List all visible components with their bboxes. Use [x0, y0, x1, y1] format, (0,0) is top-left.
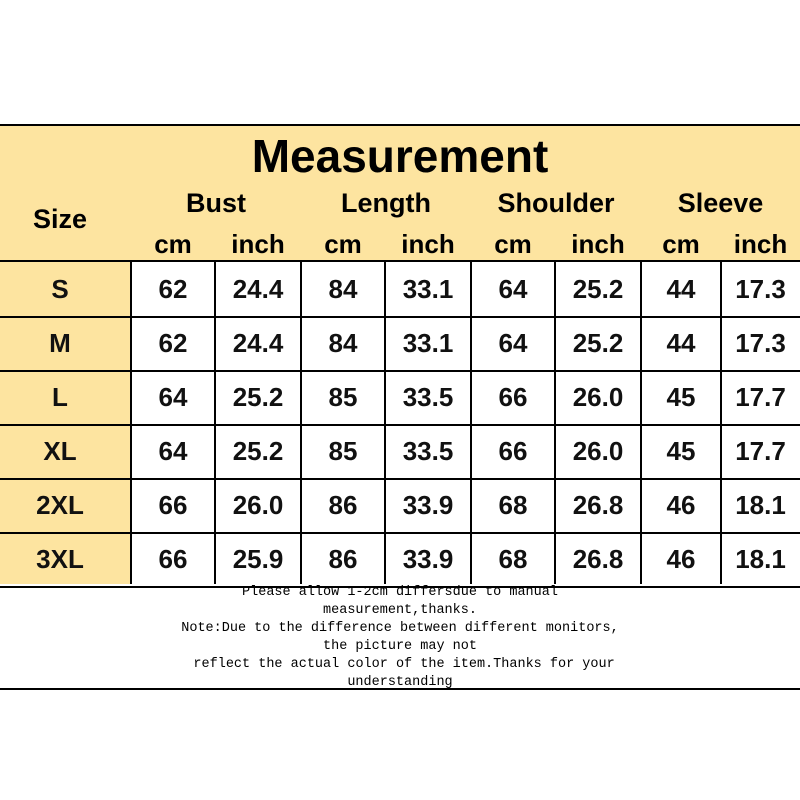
length-header: Length: [341, 188, 431, 218]
divider: [470, 262, 472, 584]
value-cell: 17.3: [735, 274, 786, 304]
value-cell: 33.1: [402, 328, 454, 358]
chart-header: [0, 126, 800, 262]
divider: [640, 262, 642, 584]
bust-cm-header: cm: [154, 229, 192, 259]
value-cell: 64: [498, 328, 528, 358]
sleeve-cm-header: cm: [662, 229, 700, 259]
shoulder-inch-header: inch: [571, 229, 625, 259]
note-line: the picture may not: [323, 639, 477, 654]
size-cell: 3XL: [36, 544, 84, 574]
value-cell: 24.4: [232, 274, 284, 304]
value-cell: 33.5: [402, 436, 454, 466]
value-cell: 25.9: [232, 544, 284, 574]
value-cell: 25.2: [232, 436, 284, 466]
value-cell: 33.5: [402, 382, 454, 412]
note-line: measurement,thanks.: [323, 603, 477, 618]
length-inch-header: inch: [401, 229, 455, 259]
shoulder-cm-header: cm: [494, 229, 532, 259]
divider: [300, 262, 302, 584]
value-cell: 68: [498, 490, 528, 520]
measurement-notes: [0, 584, 800, 690]
value-cell: 33.1: [402, 274, 454, 304]
divider: [214, 262, 216, 584]
value-cell: 84: [328, 328, 358, 358]
table-row: [0, 316, 800, 372]
value-cell: 26.8: [572, 490, 624, 520]
value-cell: 25.2: [572, 328, 624, 358]
value-cell: 33.9: [402, 544, 454, 574]
value-cell: 85: [328, 382, 358, 412]
value-cell: 46: [666, 490, 696, 520]
size-cell: M: [49, 328, 71, 358]
chart-title: Measurement: [251, 130, 549, 182]
value-cell: 84: [328, 274, 358, 304]
size-cell: L: [52, 382, 68, 412]
value-cell: 25.2: [572, 274, 624, 304]
table-row: [0, 424, 800, 480]
divider: [384, 262, 386, 584]
value-cell: 66: [158, 544, 188, 574]
value-cell: 64: [158, 436, 188, 466]
value-cell: 44: [666, 328, 696, 358]
value-cell: 17.7: [735, 436, 786, 466]
sleeve-header: Sleeve: [677, 188, 764, 218]
divider: [554, 262, 556, 584]
value-cell: 62: [158, 328, 188, 358]
shoulder-header: Shoulder: [497, 188, 615, 218]
value-cell: 26.0: [232, 490, 284, 520]
bust-inch-header: inch: [231, 229, 285, 259]
note-line: Note:Due to the difference between different monitors,: [181, 621, 619, 636]
value-cell: 62: [158, 274, 188, 304]
value-cell: 44: [666, 274, 696, 304]
value-cell: 18.1: [735, 544, 786, 574]
value-cell: 64: [158, 382, 188, 412]
value-cell: 86: [328, 490, 358, 520]
bust-header: Bust: [186, 188, 246, 218]
length-cm-header: cm: [324, 229, 362, 259]
table-row: [0, 262, 800, 318]
value-cell: 66: [498, 436, 528, 466]
divider: [720, 262, 722, 584]
value-cell: 26.0: [572, 382, 624, 412]
value-cell: 46: [666, 544, 696, 574]
table-row: [0, 478, 800, 534]
note-line: reflect the actual color of the item.Thanks for your: [185, 657, 615, 672]
value-cell: 18.1: [735, 490, 786, 520]
value-cell: 17.3: [735, 328, 786, 358]
sleeve-inch-header: inch: [733, 229, 788, 259]
value-cell: 25.2: [232, 382, 284, 412]
measurement-chart: [0, 124, 800, 584]
size-cell: S: [51, 274, 69, 304]
size-column-header: Size: [32, 204, 88, 234]
size-cell: 2XL: [36, 490, 84, 520]
value-cell: 66: [158, 490, 188, 520]
value-cell: 33.9: [402, 490, 454, 520]
value-cell: 66: [498, 382, 528, 412]
note-line: understanding: [347, 675, 453, 690]
value-cell: 86: [328, 544, 358, 574]
value-cell: 17.7: [735, 382, 786, 412]
value-cell: 68: [498, 544, 528, 574]
value-cell: 64: [498, 274, 528, 304]
value-cell: 85: [328, 436, 358, 466]
size-cell: XL: [43, 436, 77, 466]
value-cell: 26.8: [572, 544, 624, 574]
table-row: [0, 370, 800, 426]
value-cell: 24.4: [232, 328, 284, 358]
value-cell: 26.0: [572, 436, 624, 466]
note-line: Please allow 1-2cm differsdue to manual: [242, 585, 558, 600]
value-cell: 45: [666, 436, 696, 466]
table-row: [0, 532, 800, 588]
value-cell: 45: [666, 382, 696, 412]
